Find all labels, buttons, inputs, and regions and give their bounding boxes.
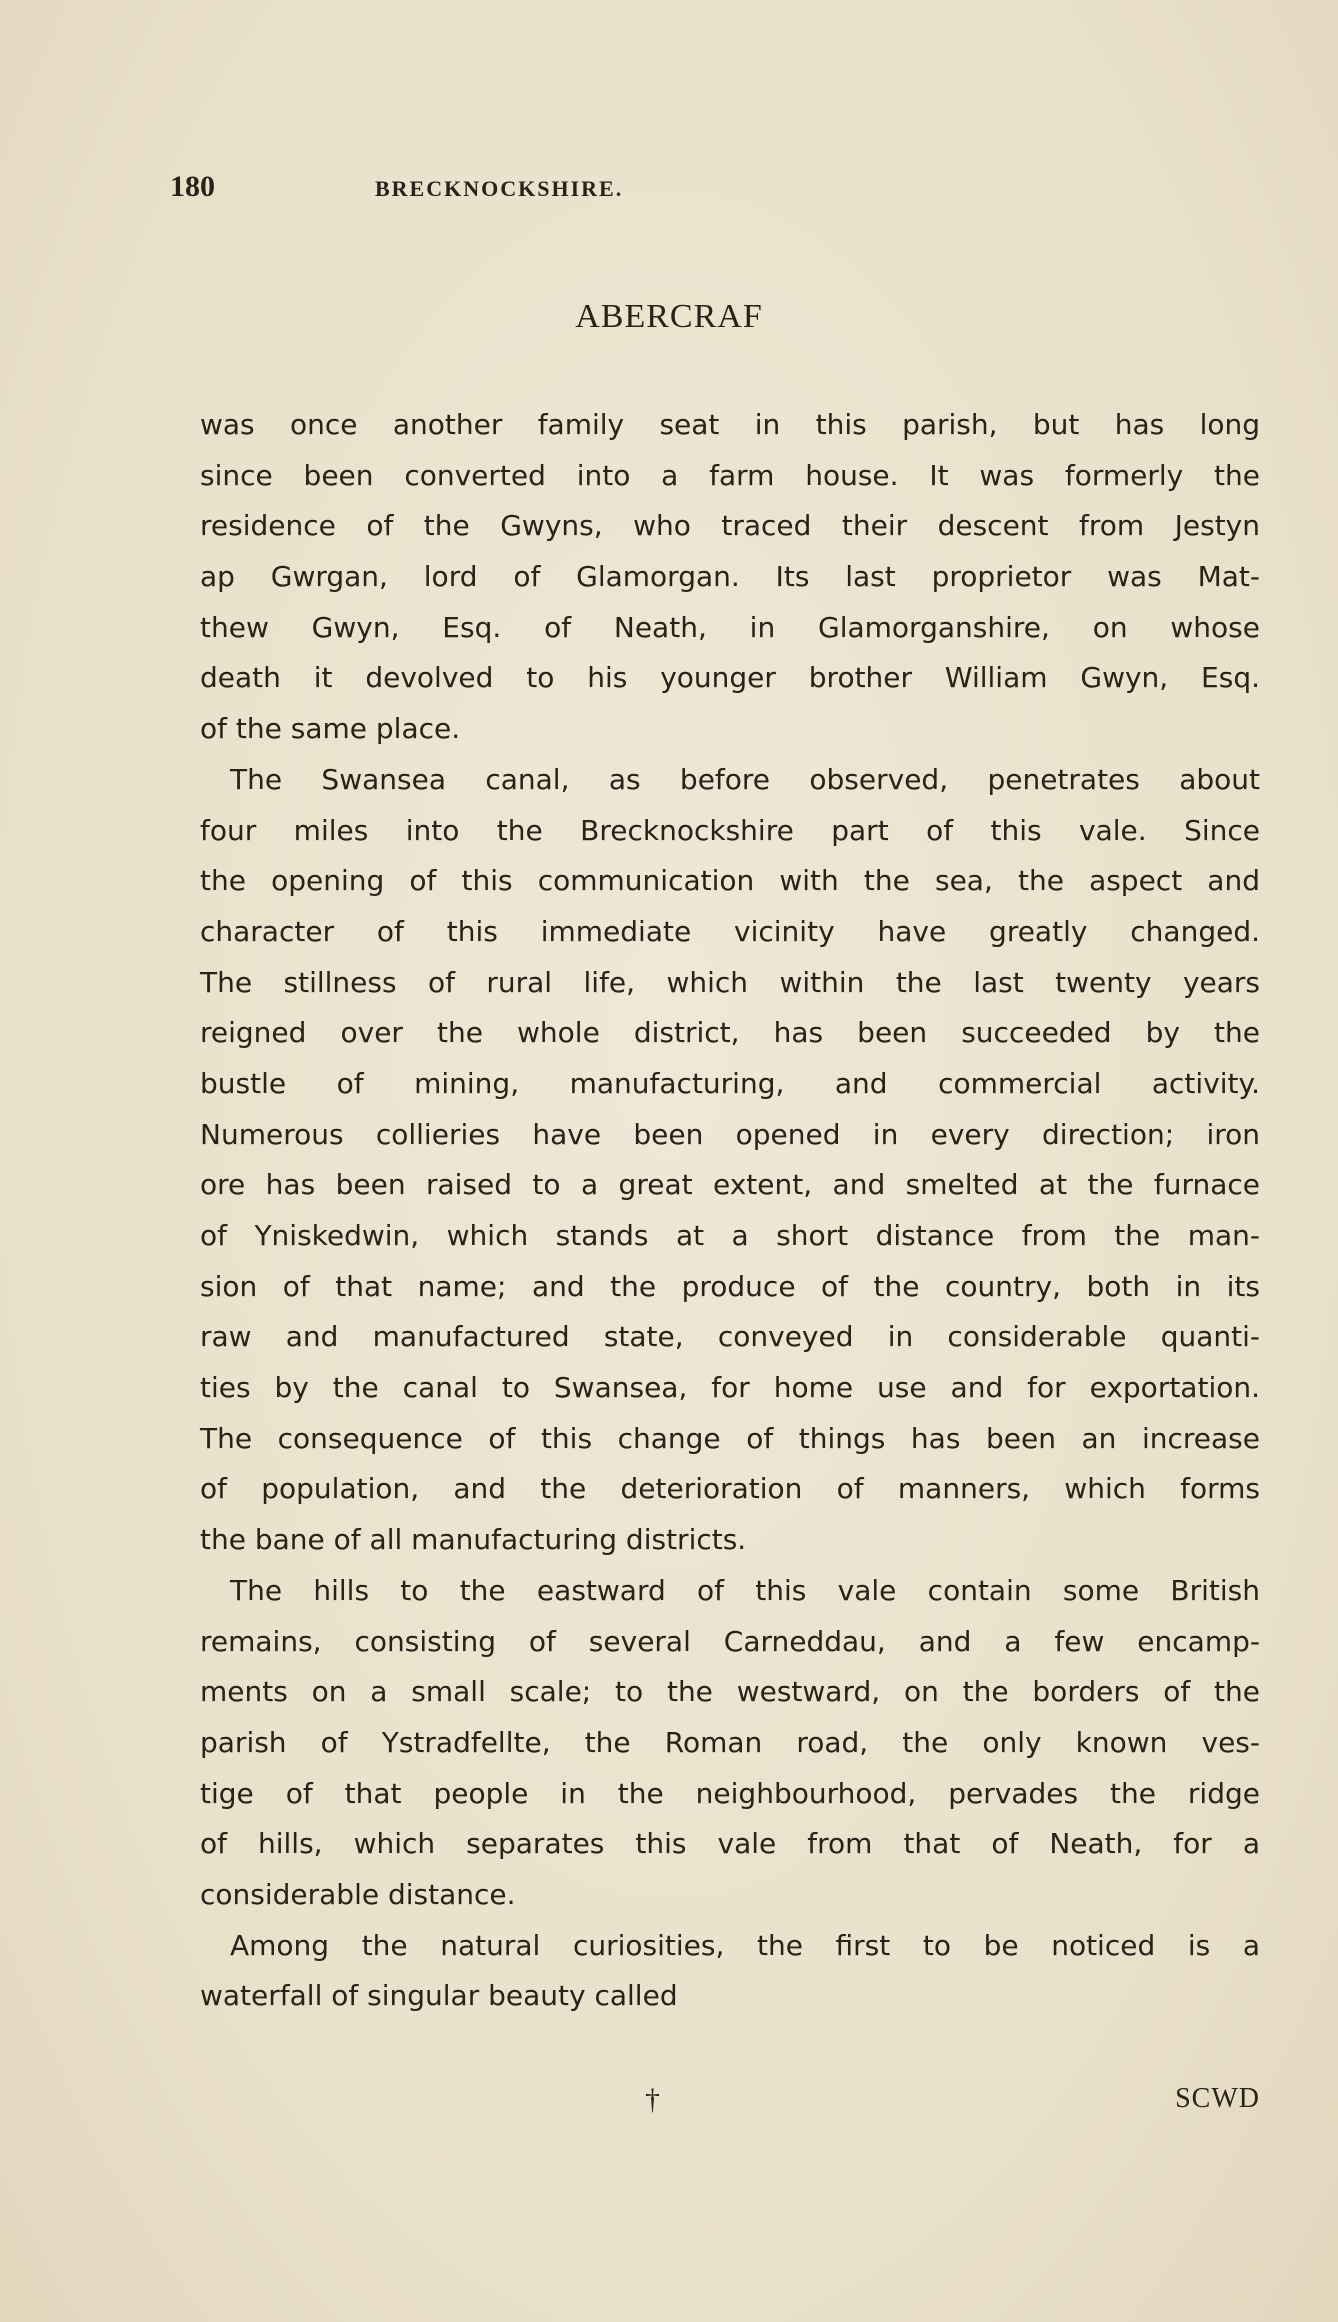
text-line: character of this immediate vicinity have greatly changed. [200, 914, 1260, 948]
text-line: The Swansea canal, as before observed, penetrates about [230, 762, 1260, 796]
text-line: remains, consisting of several Carneddau, and a few encamp- [200, 1624, 1260, 1658]
text-line: the opening of this communication with the sea, the aspect and [200, 864, 1260, 898]
section-heading: ABERCRAF [575, 298, 763, 335]
signature-mark: † [645, 2083, 660, 2116]
text-line: of population, and the deterioration of manners, which forms [200, 1472, 1260, 1506]
text-line: The stillness of rural life, which within the last twenty years [200, 965, 1260, 999]
body-text [200, 400, 1260, 2022]
text-line: raw and manufactured state, conveyed in considerable quanti- [200, 1320, 1260, 1354]
text-line: waterfall of singular beauty called [200, 1979, 678, 2013]
catchword: SCWD [1175, 2083, 1260, 2114]
text-line: the bane of all manufacturing districts. [200, 1523, 747, 1557]
text-line: was once another family seat in this parish, but has long [200, 408, 1260, 441]
text-line: residence of the Gwyns, who traced their descent from Jestyn [200, 509, 1260, 543]
text-line: sion of that name; and the produce of the country, both in its [200, 1269, 1260, 1303]
text-line: bustle of mining, manufacturing, and commercial activity. [200, 1066, 1260, 1100]
text-line: of Yniskedwin, which stands at a short distance from the man- [200, 1219, 1260, 1252]
text-line: considerable distance. [200, 1877, 516, 1911]
text-line: of the same place. [200, 712, 461, 746]
text-line: death it devolved to his younger brother William Gwyn, Esq. [200, 661, 1260, 695]
text-line: Among the natural curiosities, the first to be noticed is a [230, 1928, 1260, 1962]
text-line: ments on a small scale; to the westward, on the borders of the [200, 1675, 1260, 1709]
text-line: since been converted into a farm house. It was formerly the [200, 458, 1260, 492]
text-line: four miles into the Brecknockshire part of this vale. Since [200, 813, 1260, 847]
running-head: BRECKNOCKSHIRE. [375, 176, 624, 201]
page-header [170, 170, 1170, 210]
text-line: The consequence of this change of things has been an increase [200, 1421, 1260, 1455]
text-line: The hills to the eastward of this vale contain some British [230, 1573, 1260, 1607]
text-line: Numerous collieries have been opened in every direction; iron [200, 1117, 1260, 1151]
text-line: ore has been raised to a great extent, and smelted at the furnace [200, 1168, 1260, 1202]
page-number: 180 [170, 170, 215, 203]
text-line: reigned over the whole district, has been succeeded by the [200, 1016, 1260, 1050]
page-footer [200, 2083, 1260, 2133]
text-line: parish of Ystradfellte, the Roman road, the only known ves- [200, 1725, 1260, 1759]
text-line: thew Gwyn, Esq. of Neath, in Glamorganshire, on whose [200, 610, 1260, 644]
text-line: ap Gwrgan, lord of Glamorgan. Its last proprietor was Mat- [200, 560, 1260, 594]
text-line: tige of that people in the neighbourhood, pervades the ridge [200, 1776, 1260, 1810]
text-line: ties by the canal to Swansea, for home use and for exportation. [200, 1371, 1260, 1405]
text-line: of hills, which separates this vale from that of Neath, for a [200, 1827, 1260, 1861]
